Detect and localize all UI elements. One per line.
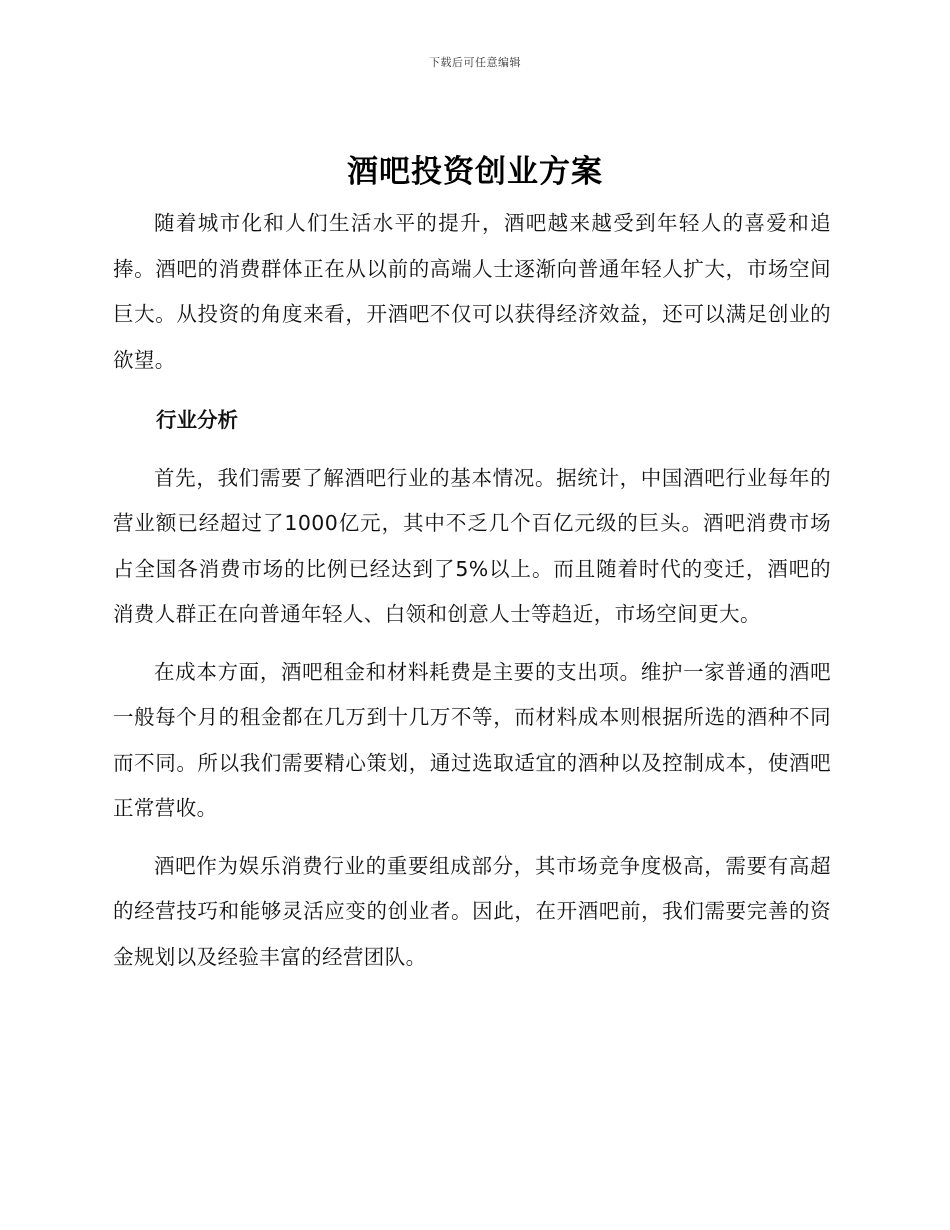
- document-title: 酒吧投资创业方案: [347, 154, 603, 190]
- spacer: [113, 383, 831, 398]
- body-paragraph: 首先，我们需要了解酒吧行业的基本情况。据统计，中国酒吧行业每年的营业额已经超过了1000亿元，其中不乏几个百亿元级的巨头。酒吧消费市场占全国各消费市场的比例已经达到了5%以上。而且随着时代的变迁，酒吧的消费人群正在向普通年轻人、白领和创意人士等趋近，市场空间更大。: [113, 465, 831, 626]
- document-body: [113, 201, 831, 980]
- intro-paragraph: 随着城市化和人们生活水平的提升，酒吧越来越受到年轻人的喜爱和追捧。酒吧的消费群体正在从以前的高端人士逐渐向普通年轻人扩大，市场空间巨大。从投资的角度来看，开酒吧不仅可以获得经济效益，还可以满足创业的欲望。: [113, 211, 831, 372]
- spacer: [113, 638, 831, 650]
- section-heading: 行业分析: [156, 408, 238, 432]
- header-note: 下载后可任意编辑: [429, 56, 521, 69]
- spacer: [113, 444, 831, 456]
- spacer: [113, 832, 831, 844]
- body-paragraph: 在成本方面，酒吧租金和材料耗费是主要的支出项。维护一家普通的酒吧一般每个月的租金都在几万到十几万不等，而材料成本则根据所选的酒种不同而不同。所以我们需要精心策划，通过选取适宜的酒种以及控制成本，使酒吧正常营收。: [113, 659, 831, 820]
- body-paragraph: 酒吧作为娱乐消费行业的重要组成部分，其市场竞争度极高，需要有高超的经营技巧和能够灵活应变的创业者。因此，在开酒吧前，我们需要完善的资金规划以及经验丰富的经营团队。: [113, 853, 831, 969]
